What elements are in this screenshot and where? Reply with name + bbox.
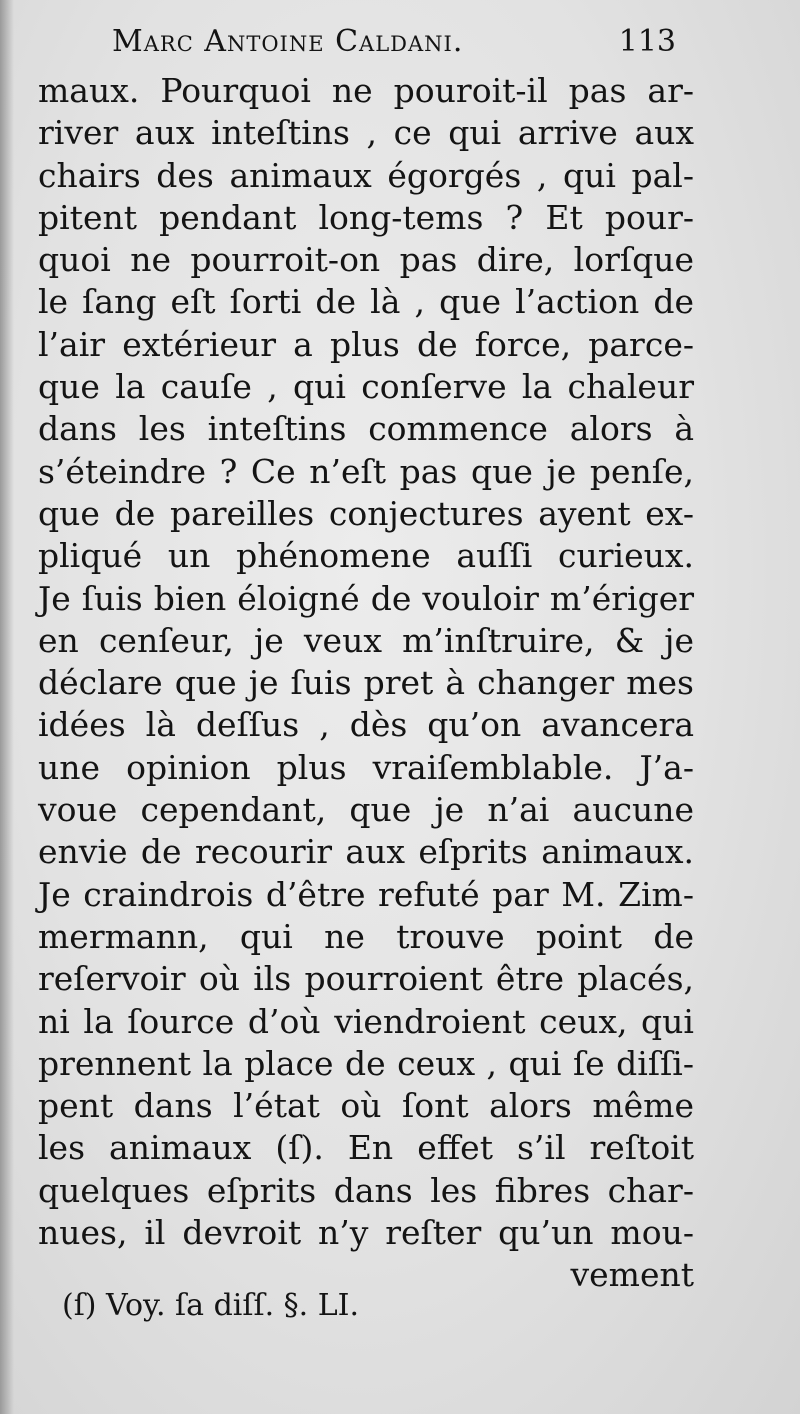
text-line: que de pareilles conjectures ayent ex- xyxy=(38,493,694,533)
text-line: reſervoir où ils pourroient être placés, xyxy=(38,959,694,999)
text-line: idées là deſſus , dès qu’on avancera xyxy=(38,705,694,745)
text-line: pliqué un phénomene auſſi curieux. xyxy=(38,536,694,576)
text-line: quelques eſprits dans les fibres char- xyxy=(38,1170,694,1210)
text-line: que la cauſe , qui conſerve la chaleur xyxy=(38,367,694,407)
text-line: l’air extérieur a plus de force, parce- xyxy=(38,324,694,364)
text-line: voue cependant, que je n’ai aucune xyxy=(38,790,694,830)
text-line: pitent pendant long-tems ? Et pour- xyxy=(38,197,694,237)
text-line: maux. Pourquoi ne pouroit-il pas ar- xyxy=(38,71,694,110)
text-line: envie de recourir aux eſprits animaux. xyxy=(38,832,694,872)
text-line: s’éteindre ? Ce n’eſt pas que je penſe, xyxy=(38,451,694,491)
running-head xyxy=(112,18,676,64)
text-line: chairs des animaux égorgés , qui pal- xyxy=(38,155,694,195)
text-line: prennent la place de ceux , qui ſe diſſi- xyxy=(38,1043,694,1083)
text-line: ni la ſource d’où viendroient ceux, qui xyxy=(38,1001,694,1041)
text-line: quoi ne pourroit-on pas dire, lorſque xyxy=(38,240,694,280)
page-number: 113 xyxy=(618,23,676,59)
text-line: une opinion plus vraiſemblable. J’a- xyxy=(38,747,694,787)
catchword: vement xyxy=(570,1255,694,1295)
text-line: dans les inteſtins commence alors à xyxy=(38,409,694,449)
text-line: déclare que je ſuis pret à changer mes xyxy=(38,663,694,703)
text-line: Je craindrois d’être refuté par M. Zim- xyxy=(38,874,694,914)
text-line: nues, il devroit n’y reſter qu’un mou- xyxy=(38,1213,694,1253)
text-line: Je ſuis bien éloigné de vouloir m’ériger xyxy=(38,578,694,618)
footnote: (ſ) Voy. ſa diſſ. §. LI. xyxy=(62,1288,360,1323)
body-text xyxy=(38,70,694,1297)
text-line: river aux inteſtins , ce qui arrive aux xyxy=(38,113,694,153)
text-line: pent dans l’état où ſont alors même xyxy=(38,1086,694,1126)
page-edge-shadow xyxy=(0,0,14,1414)
text-line: en cenſeur, je veux m’inſtruire, & je xyxy=(38,620,694,660)
running-title: Marc Antoine Caldani. xyxy=(112,23,464,59)
text-line: les animaux (ſ). En effet s’il reſtoit xyxy=(38,1128,694,1168)
text-line: le ſang eſt ſorti de là , que l’action de xyxy=(38,282,694,322)
text-line: mermann, qui ne trouve point de xyxy=(38,916,694,956)
